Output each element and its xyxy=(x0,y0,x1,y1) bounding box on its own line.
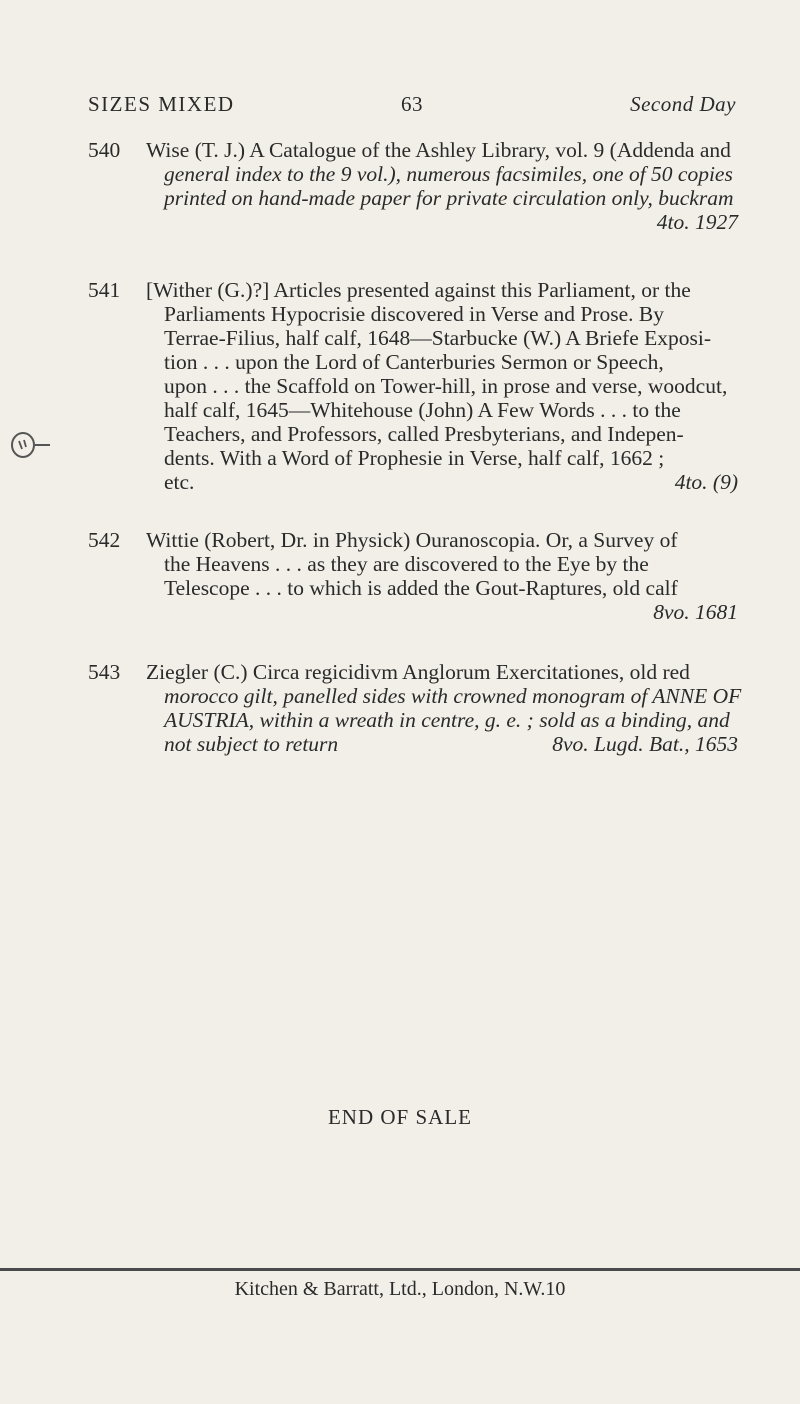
lot-line: Teachers, and Professors, called Presbyterians, and Indepen- xyxy=(164,422,684,446)
lot-line: morocco gilt, panelled sides with crowned monogram of ANNE OF xyxy=(164,684,742,708)
end-of-sale-heading: END OF SALE xyxy=(327,1105,472,1129)
lot-line-last xyxy=(146,732,738,756)
lot-line: Wise (T. J.) A Catalogue of the Ashley Library, vol. 9 (Addenda and xyxy=(146,138,731,162)
lot-number: 540 xyxy=(88,138,121,162)
lot-description xyxy=(146,278,738,494)
hand-drawn-mark-icon xyxy=(8,430,52,460)
lot-format-date: 8vo. 1681 xyxy=(653,600,738,624)
lot-format-date: 8vo. Lugd. Bat., 1653 xyxy=(552,732,738,756)
lot-line: AUSTRIA, within a wreath in centre, g. e. ; sold as a binding, and xyxy=(164,708,730,732)
lot-number: 543 xyxy=(88,660,121,684)
lot-description xyxy=(146,138,738,234)
lot-line: dents. With a Word of Prophesie in Verse, half calf, 1662 ; xyxy=(164,446,665,470)
lot-line: the Heavens . . . as they are discovered to the Eye by the xyxy=(164,552,649,576)
lot-number: 541 xyxy=(88,278,121,302)
lot-line: half calf, 1645—Whitehouse (John) A Few Words . . . to the xyxy=(164,398,681,422)
lot-number: 542 xyxy=(88,528,121,552)
lot-line: [Wither (G.)?] Articles presented against this Parliament, or the xyxy=(146,278,691,302)
lot-line: printed on hand-made paper for private circulation only, buckram xyxy=(164,186,734,210)
lot-line: Wittie (Robert, Dr. in Physick) Ouranoscopia. Or, a Survey of xyxy=(146,528,678,552)
lot-line: Telescope . . . to which is added the Gout-Raptures, old calf xyxy=(164,576,678,600)
page-number: 63 xyxy=(401,92,423,116)
lot-format-date: 4to. (9) xyxy=(674,470,738,494)
section-heading: SIZES MIXED xyxy=(88,92,235,116)
lot-line: Parliaments Hypocrisie discovered in Verse and Prose. By xyxy=(164,302,664,326)
lot-line: upon . . . the Scaffold on Tower-hill, in prose and verse, woodcut, xyxy=(164,374,728,398)
lot-format-date: 4to. 1927 xyxy=(656,210,738,234)
lot-line: Ziegler (C.) Circa regicidivm Anglorum Exercitationes, old red xyxy=(146,660,690,684)
sale-day: Second Day xyxy=(630,92,736,116)
footer-rule xyxy=(0,1268,800,1271)
lot-line: not subject to return xyxy=(164,732,339,756)
lot-line: general index to the 9 vol.), numerous facsimiles, one of 50 copies xyxy=(164,162,733,186)
printer-imprint: Kitchen & Barratt, Ltd., London, N.W.10 xyxy=(234,1278,566,1300)
lot-description xyxy=(146,660,742,756)
lot-line: Terrae-Filius, half calf, 1648—Starbucke (W.) A Briefe Exposi- xyxy=(164,326,711,350)
lot-line-last xyxy=(146,470,738,494)
lot-description xyxy=(146,528,738,624)
lot-line: tion . . . upon the Lord of Canterburies Sermon or Speech, xyxy=(164,350,664,374)
lot-line: etc. xyxy=(164,470,195,494)
